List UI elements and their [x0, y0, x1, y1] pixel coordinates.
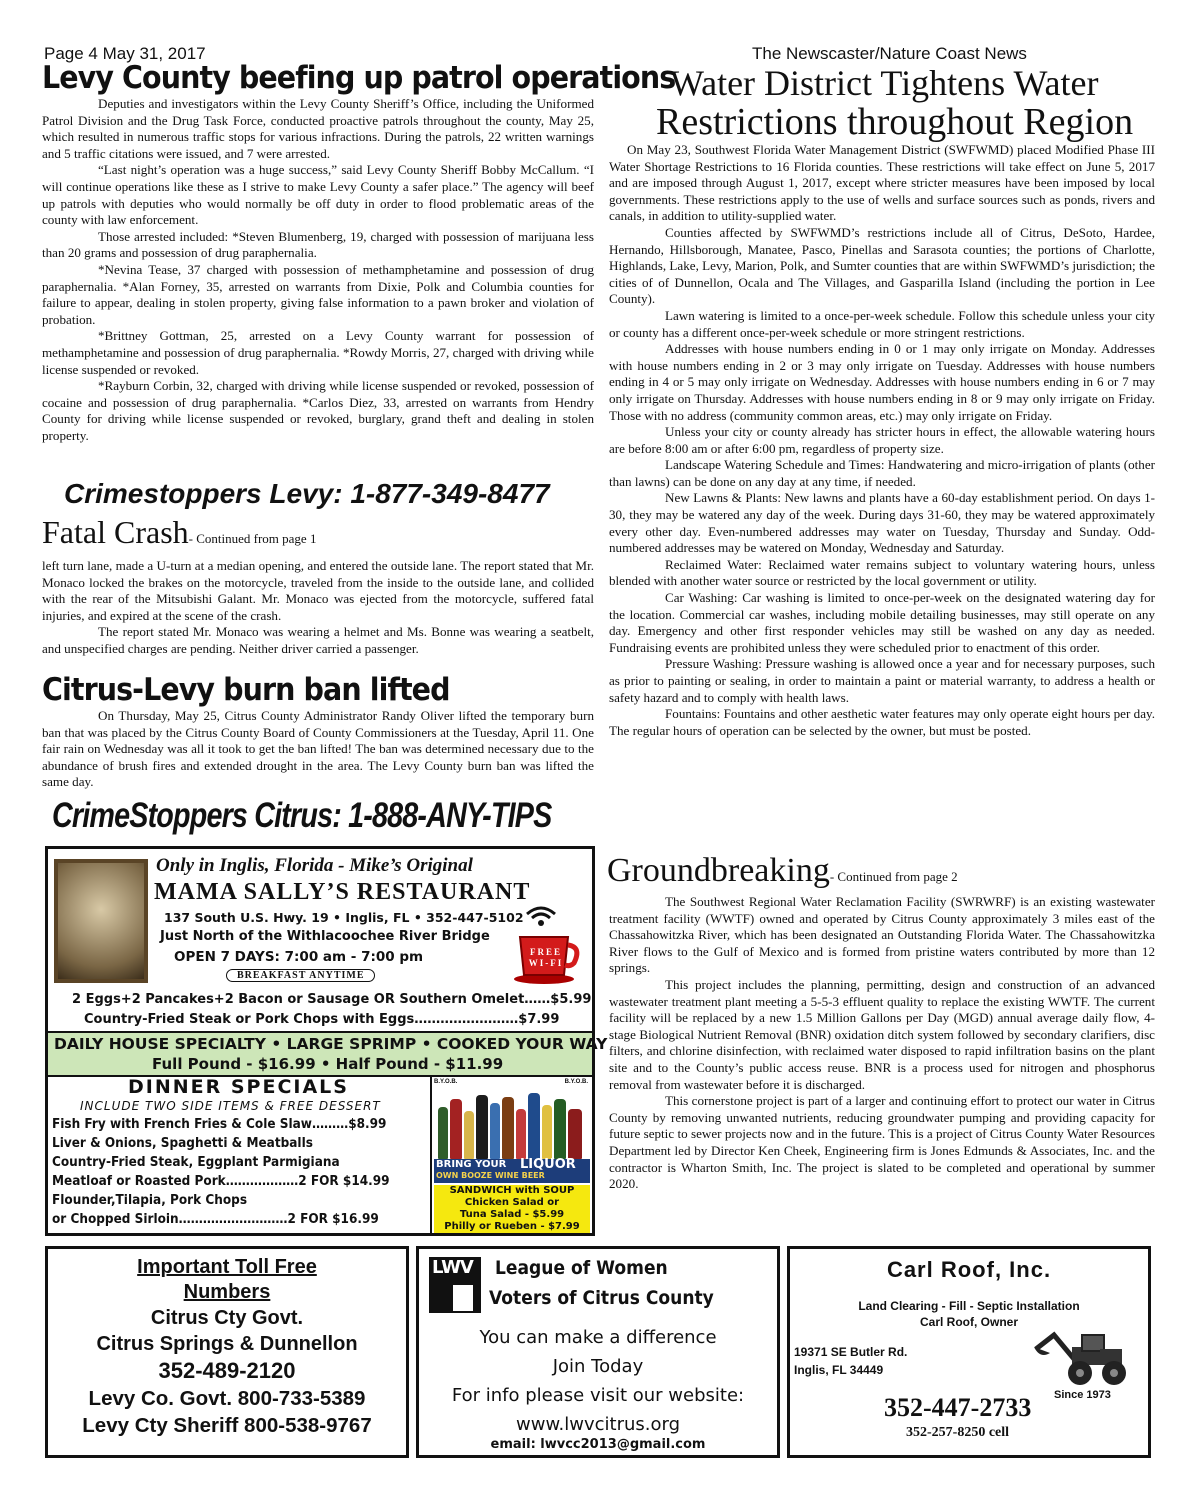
levy-article: [42, 96, 594, 444]
daily-specialty-band: [48, 1031, 608, 1077]
lwv-line: Join Today: [552, 1356, 644, 1377]
byob-label-right: B.Y.O.B.: [564, 1079, 588, 1085]
lwv-logo-mark: [453, 1285, 473, 1311]
since-year: Since 1973: [1054, 1389, 1111, 1401]
water-article: [609, 142, 1155, 739]
paragraph: Deputies and investigators within the Levy County Sheriff’s Office, including the Uniformed Patrol Division and the Drug Task Force, conducted proactive patrols throughout the county, May 25, which resulted in numerous traffic stops for various infractions. During the patrols, 22 written warnings and 5 traffic citations were issued, and 7 were arrested.: [42, 96, 594, 161]
restaurant-name: MAMA SALLY’S RESTAURANT: [154, 879, 531, 905]
lwv-title-1: League of Women: [495, 1257, 668, 1279]
paragraph: This cornerstone project is part of a larger and continuing effort to protect our water in Citrus County by removing unwanted nutrients, reducing groundwater pumping and providing capacity for future septic to sewer projects now and in the future. This is a project of Citrus County Water Resources Department led by Director Ken Cheek, Engineering firm is Jones Edmunds & Associates, Inc. and the contractor is Wharton Smith, Inc. The project is slated to be completed and operational by summer 2020.: [609, 1093, 1155, 1192]
wifi-icon: [524, 905, 558, 927]
paragraph: Car Washing: Car washing is limited to once-per-week on the designated watering day for the location. Commercial car washes, including mobile detailing businesses, may still operate on any day. Emergency and other first responder vehicles may still be washed on any day as needed. Fundraising events are prohibited unless they were scheduled prior to enactment of this order.: [609, 590, 1155, 655]
toll-free-numbers-box: [45, 1246, 409, 1458]
paragraph: *Rayburn Corbin, 32, charged with driving while license suspended or revoked, possession of cocaine and possession of drug paraphernalia. *Carlos Diez, 33, arrested on warrants from Hendry County for driving while license suspended or revoked, burglary, grand theft and dealing in stolen property.: [42, 378, 594, 443]
toll-free-line: Levy Co. Govt. 800-733-5389: [88, 1387, 366, 1410]
water-headline-line1: Water District Tightens Water: [670, 63, 1099, 103]
paragraph: Addresses with house numbers ending in 0 or 1 may only irrigate on Monday. Addresses with house numbers ending in 2 or 3 may only irrigate on Tuesday. Addresses with house numbers ending in 4 or 5 may only irrigate on Wednesday. Addresses with house numbers ending in 6 or 7 may only irrigate on Thursday. Addresses with house numbers ending in 8 or 9 may only irrigate on Friday. Those with no address (community common areas, etc.) may only irrigate on Friday.: [609, 341, 1155, 423]
company-address-1: 19371 SE Butler Rd.: [794, 1345, 908, 1359]
sandwich-line: Tuna Salad - $5.99: [459, 1209, 565, 1220]
lwv-logo: [429, 1257, 481, 1313]
portrait-photo: [54, 859, 148, 983]
levy-headline: Levy County beefing up patrol operations: [42, 60, 676, 96]
restaurant-address: 137 South U.S. Hwy. 19 • Inglis, FL • 352-447-5102: [164, 910, 524, 925]
toll-free-title-1: Important Toll Free: [137, 1256, 317, 1278]
publication-name: The Newscaster/Nature Coast News: [752, 44, 1027, 63]
continued-note: - Continued from page 2: [829, 869, 958, 884]
fatal-title: Fatal Crash: [42, 514, 189, 550]
page-folio: Page 4 May 31, 2017: [44, 44, 206, 63]
dinner-item: Country-Fried Steak, Eggplant Parmigiana: [52, 1155, 340, 1170]
company-phone: 352-447-2733: [884, 1393, 1032, 1422]
byob-banner: [434, 1159, 590, 1183]
paragraph: Unless your city or county already has stricter hours in effect, the allowable watering hours are before 8:00 am or after 6:00 pm, regardless of property size.: [609, 424, 1155, 456]
paragraph: Those arrested included: *Steven Blumenberg, 19, charged with possession of marijuana less than 20 grams and possession of drug paraphernalia.: [42, 228, 594, 261]
sandwich-line: Chicken Salad or: [464, 1197, 560, 1208]
toll-free-line: 352-489-2120: [158, 1358, 296, 1383]
breakfast-anytime-badge: BREAKFAST ANYTIME: [226, 969, 375, 982]
paragraph: On May 23, Southwest Florida Water Management District (SWFWMD) placed Modified Phase III Water Shortage Restrictions to 16 Florida counties. These restrictions will take effect on June 5, 2017 and are imposed through August 1, 2017, except where stricter measures have been imposed by local governments. These restrictions apply to the use of wells and surface sources such as ponds, rivers and canals, in addition to utility-supplied water.: [609, 142, 1155, 224]
dinner-item: Meatloaf or Roasted Pork………………2 FOR $14.99: [52, 1174, 390, 1189]
company-name: Carl Roof, Inc.: [886, 1257, 1052, 1282]
free-wifi-label: FREE WI-FI: [528, 947, 564, 968]
lwv-line: For info please visit our website:: [451, 1385, 745, 1406]
dinner-item: or Chopped Sirloin………………………2 FOR $16.99: [52, 1212, 379, 1227]
carl-roof-ad: [787, 1246, 1151, 1458]
paragraph: “Last night’s operation was a huge success,” said Levy County Sheriff Bobby McCallum. “I will continue operations like these as I strive to make Levy County a safer place.” The agency will beef up patrols with deputies who would normally be off duty in order to flood problematic areas of the county with law enforcement.: [42, 162, 594, 228]
paragraph: Pressure Washing: Pressure washing is allowed once a year and for necessary purposes, such as prior to painting or sealing, in order to maintain a paint or material warranty, to address a health or safety hazard and to comply with health laws.: [609, 656, 1155, 705]
paragraph: left turn lane, made a U-turn at a median opening, and entered the outside lane. The report stated that Mr. Monaco locked the brakes on the motorcycle, traveled from the inside to the outside lane, and collided with the rear of the Mitsubishi Galant. Mr. Monaco was ejected from the motorcycle, suffered fatal injuries, and expired at the scene of the crash.: [42, 558, 594, 623]
dinner-title: DINNER SPECIALS: [128, 1076, 349, 1098]
crimestoppers-citrus: CrimeStoppers Citrus: 1-888-ANY-TIPS: [52, 796, 552, 835]
lwv-email[interactable]: email: lwvcc2013@gmail.com: [490, 1437, 706, 1452]
paragraph: Landscape Watering Schedule and Times: Handwatering and micro-irrigation of plants (other than lawns) can be done on any day at any time, if needed.: [609, 457, 1155, 489]
mama-sally-ad: [45, 846, 608, 1236]
lwv-body: [419, 1323, 777, 1439]
dinner-item: Fish Fry with French Fries & Cole Slaw………$8.99: [52, 1117, 387, 1132]
continued-note: - Continued from page 1: [188, 531, 317, 546]
company-address-2: Inglis, FL 34449: [794, 1363, 884, 1377]
toll-free-title-2: Numbers: [183, 1281, 271, 1303]
sandwich-line: SANDWICH with SOUP: [449, 1185, 575, 1196]
byob-label-left: B.Y.O.B.: [434, 1079, 458, 1085]
restaurant-hours: OPEN 7 DAYS: 7:00 am - 7:00 pm: [174, 949, 424, 965]
paragraph: *Nevina Tease, 37 charged with possession of methamphetamine and possession of drug paraphernalia. *Alan Forney, 35, arrested on warrants from Dixie, Polk and Columbia counties for failure to appear, dealing in stolen property, giving false information to a pawn broker and violation of probation.: [42, 261, 594, 327]
paragraph: *Brittney Gottman, 25, arrested on a Levy County warrant for possession of methamphetamine and possession of drug paraphernalia. *Rowdy Morris, 27, charged with driving while license suspended or revoked.: [42, 328, 594, 377]
dinner-item: Liver & Onions, Spaghetti & Meatballs: [52, 1136, 313, 1151]
company-services: Land Clearing - Fill - Septic Installation: [858, 1299, 1080, 1313]
lwv-website-link[interactable]: www.lwvcitrus.org: [516, 1414, 680, 1435]
toll-free-line: Levy Cty Sheriff 800-538-9767: [82, 1414, 372, 1437]
fatal-crash-headline: [42, 514, 316, 551]
burnban-headline: Citrus-Levy burn ban lifted: [42, 672, 450, 708]
breakfast-special-2: Country-Fried Steak or Pork Chops with Eggs……………………$7.99: [84, 1012, 560, 1027]
daily-specialty-title: DAILY HOUSE SPECIALTY • LARGE SPRIMP • COOKED YOUR WAY: [54, 1035, 608, 1053]
daily-specialty-prices: Full Pound - $16.99 • Half Pound - $11.99: [152, 1055, 504, 1073]
lwv-title-2: Voters of Citrus County: [489, 1287, 714, 1309]
paragraph: Counties affected by SWFWMD’s restrictions include all of Citrus, DeSoto, Hardee, Hernando, Hillsborough, Manatee, Pasco, Pinellas and Sarasota counties; the portions of Charlotte, Highlands, Lake, Levy, Marion, Polk, and Sumter counties that are within SWFWMD’s jurisdiction; the cities of of Dunnellon, Ocala and The Villages, and Gasparilla Island (including the portion in Lee County).: [609, 224, 1155, 307]
toll-free-line: Citrus Springs & Dunnellon: [96, 1333, 358, 1355]
league-of-women-voters-box: [416, 1246, 780, 1458]
bulldozer-icon: [1034, 1329, 1134, 1387]
lwv-logo-text: LWV: [432, 1257, 473, 1278]
groundbreaking-headline: [607, 852, 958, 890]
bottles-image: [434, 1079, 588, 1159]
crimestoppers-levy: Crimestoppers Levy: 1-877-349-8477: [64, 478, 550, 509]
groundbreaking-title: Groundbreaking: [607, 852, 830, 889]
groundbreaking-article: [609, 894, 1155, 1193]
byob-banner-text-1: BRING YOUR: [436, 1159, 507, 1170]
company-owner: Carl Roof, Owner: [919, 1315, 1018, 1329]
byob-banner-text-3: OWN BOOZE WINE BEER: [436, 1171, 545, 1180]
paragraph: On Thursday, May 25, Citrus County Administrator Randy Oliver lifted the temporary burn ban that was placed by the Citrus County Board of County Commissioners at the Tuesday, April 11. One fair rain on Wednesday was all it took to get the ban lifted! The ban was determined necessary due to the abundance of brush fires and extended drought in the area. The Levy County burn ban was lifted the same day.: [42, 708, 594, 790]
lwv-line: You can make a difference: [479, 1327, 717, 1348]
fatal-article: [42, 558, 594, 658]
dinner-subtitle: INCLUDE TWO SIDE ITEMS & FREE DESSERT: [80, 1099, 381, 1113]
breakfast-special-1: 2 Eggs+2 Pancakes+2 Bacon or Sausage OR Southern Omelet……$5.99: [72, 992, 592, 1007]
byob-banner-text-2: LIQUOR: [520, 1157, 576, 1172]
sandwich-soup-box: [434, 1185, 590, 1233]
ad-tagline: Only in Inglis, Florida - Mike’s Original: [156, 855, 473, 876]
burnban-article: [42, 708, 594, 791]
paragraph: New Lawns & Plants: New lawns and plants have a 60-day establishment period. On days 1-30, they may be watered any day of the week. During days 31-60, they may be watered approximately every other day. Even-numbered addresses may water on Tuesday, Thursday and Sunday. Odd-numbered addresses may be watered on Monday, Wednesday and Saturday.: [609, 490, 1155, 556]
toll-free-line: Citrus Cty Govt.: [150, 1307, 304, 1329]
paragraph: The Southwest Regional Water Reclamation Facility (SWRWRF) is an existing wastewater treatment facility (WWTF) owned and operated by Citrus County approximately 3 miles east of the Chassahowitzka River, which has been designated an Outstanding Florida Water. The Chassahowitzka River flows to the Gulf of Mexico and is formed from pristine waters contributed by more than 12 springs.: [609, 894, 1155, 976]
paragraph: Lawn watering is limited to a once-per-week schedule. Follow this schedule unless your city or county has a different once-per-week schedule or more stringent restrictions.: [609, 307, 1155, 340]
paragraph: The report stated Mr. Monaco was wearing a helmet and Ms. Bonne was wearing a seatbelt, and unspecified charges are pending. Neither driver carried a passenger.: [42, 624, 594, 656]
paragraph: This project includes the planning, permitting, design and construction of an advanced wastewater treatment plant meeting a 5-5-3 effluent quality to replace the existing WWTF. The current facility will be replaced by a new 1.5 Million Gallons per Day (MGD) annual average daily flow, 4-stage Biological Nutrient Removal (BNR) oxidation ditch system followed by secondary clarifiers, disc filters, and chlorine disinfection, with reclaimed water disposed to rapid infiltration basins on the plant site and to the County’s public access reuse. BNR is a process used for nitrogen and phosphorus removal from wastewater before it is discharged.: [609, 976, 1155, 1092]
water-headline-line2: Restrictions throughout Region: [656, 101, 1134, 143]
paragraph: Reclaimed Water: Reclaimed water remains subject to voluntary watering hours, unless blended with another water source or restricted by the local government or utility.: [609, 556, 1155, 589]
company-cell: 352-257-8250 cell: [906, 1425, 1010, 1440]
restaurant-location: Just North of the Withlacoochee River Bridge: [160, 929, 490, 944]
sandwich-line: Philly or Rueben - $7.99: [444, 1221, 580, 1232]
dinner-specials: [48, 1077, 432, 1233]
dinner-item: Flounder,Tilapia, Pork Chops: [52, 1193, 248, 1208]
paragraph: Fountains: Fountains and other aesthetic water features may only operate eight hours per day. The regular hours of operation can be selected by the owner, but must be posted.: [609, 706, 1155, 738]
